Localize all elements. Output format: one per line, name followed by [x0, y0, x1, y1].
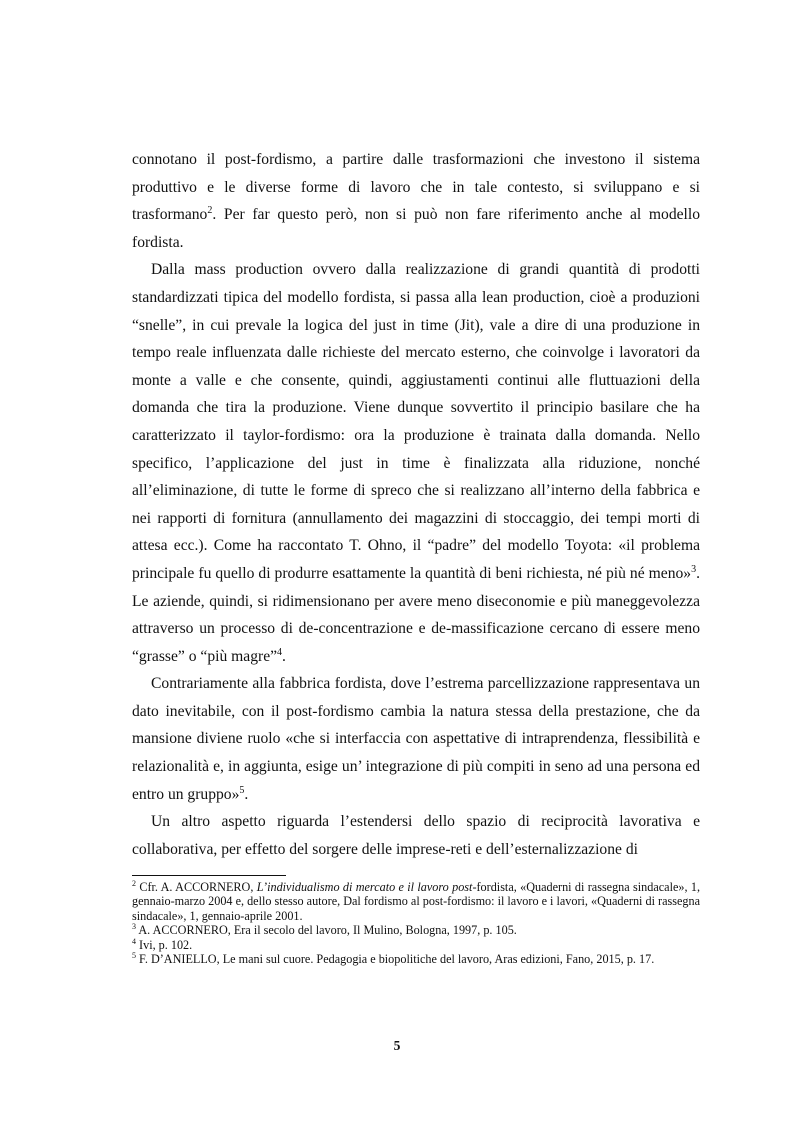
- paragraph-1: [132, 146, 700, 256]
- footnote-ref-4[interactable]: 4: [277, 646, 283, 658]
- page-number: 5: [393, 1038, 401, 1053]
- paragraph-1-text-end: . Per far questo però, non si può non fare riferimento anche al modello fordista.: [132, 206, 700, 251]
- footnote-separator: [132, 875, 286, 876]
- footnote-number: 2: [132, 878, 136, 888]
- footnote-number: 3: [132, 922, 136, 932]
- paragraph-2-text-end: .: [282, 647, 286, 665]
- paragraph-3-text-end: .: [244, 785, 249, 803]
- footnote-ref-5[interactable]: 5: [239, 784, 245, 796]
- footnote-2: [132, 880, 700, 923]
- paragraph-4: Un altro aspetto riguarda l’estendersi dello spazio di reciprocità lavorativa e collaborativa, per effetto del sorgere delle imprese-reti e dell’esternalizzazione di: [132, 813, 700, 858]
- paragraph-2: [132, 256, 700, 670]
- footnote-italic-title: L’individualismo di mercato e il lavoro post-: [256, 880, 477, 894]
- footnote-text: A. ACCORNERO, Era il secolo del lavoro, Il Mulino, Bologna, 1997, p. 105.: [136, 923, 517, 938]
- paragraph-1-text: connotano il post-fordismo, a partire dalle trasformazioni che investono il sistema produttivo e le diverse forme di lavoro che in tale contesto, si sviluppano e si trasformano: [132, 151, 700, 224]
- body-text: [132, 146, 700, 863]
- paragraph-3-text: Contrariamente alla fabbrica fordista, dove l’estrema parcellizzazione rappresentava un dato inevitabile, con il post-fordismo cambia la natura stessa della prestazione, che da mansione diviene ruolo «che si interfaccia con aspettative di intraprendenza, flessibilità e relazionalità e, in aggiunta, esige un’ integrazione di più compiti in seno ad una persona ed entro un gruppo»: [132, 675, 700, 803]
- paragraph-2-text-mid: . Le aziende, quindi, si ridimensionano per avere meno diseconomie e più maneggevolezza attraverso un processo di de-concentrazione e de-massificazione cercano di essere meno “grasse” o “più magre”: [132, 564, 700, 665]
- footnote-number: 5: [132, 950, 136, 960]
- footnote-text: Ivi, p. 102.: [136, 937, 193, 952]
- footnote-ref-2[interactable]: 2: [207, 205, 213, 216]
- paragraph-2-text: Dalla mass production ovvero dalla realizzazione di grandi quantità di prodotti standardizzati tipica del modello fordista, si passa alla lean production, cioè a produzioni “snelle”, in cui prevale la logica del just in time (Jit), vale a dire di una produzione in tempo reale influenzata dalle richieste del mercato esterno, che coinvolge i lavoratori da monte a valle e che consente, quindi, aggiustamenti continui alle fluttuazioni della domanda che tira la produzione. Viene dunque sovvertito il principio basilare che ha caratterizzato il taylor-fordismo: ora la produzione è trainata dalla domanda. Nello specifico, l’applicazione del just in time è finalizzata alla riduzione, nonché all’eliminazione, di tutte le forme di spreco che si realizzano all’interno della fabbrica e nei rapporti di fornitura (annullamento dei magazzini di stoccaggio, dei tempi morti di attesa ecc.). Come ha raccontato T. Ohno, il “padre” del modello Toyota: «il problema principale fu quello di produrre esattamente la quantità di beni richiesta, né più né meno»: [132, 261, 700, 582]
- footnote-5: [132, 952, 700, 966]
- footnote-4: [132, 938, 700, 952]
- footnotes: [132, 880, 700, 966]
- footnote-text-end: fordista, «Quaderni di rassegna sindacale», 1, gennaio-marzo 2004 e, dello stesso autore, Dal fordismo al post-fordismo: il lavoro e i lavori, «Quaderni di rassegna sindacale», 1, gennaio-aprile 2001.: [132, 880, 700, 923]
- footnote-text: F. D’ANIELLO, Le mani sul cuore. Pedagogia e biopolitiche del lavoro, Aras edizioni, Fano, 2015, p. 17.: [136, 952, 655, 967]
- footnote-ref-3[interactable]: 3: [691, 563, 697, 575]
- footnote-text: Cfr. A. ACCORNERO,: [136, 880, 257, 894]
- footnote-number: 4: [132, 936, 136, 946]
- footnote-3: [132, 923, 700, 937]
- paragraph-3: [132, 670, 700, 808]
